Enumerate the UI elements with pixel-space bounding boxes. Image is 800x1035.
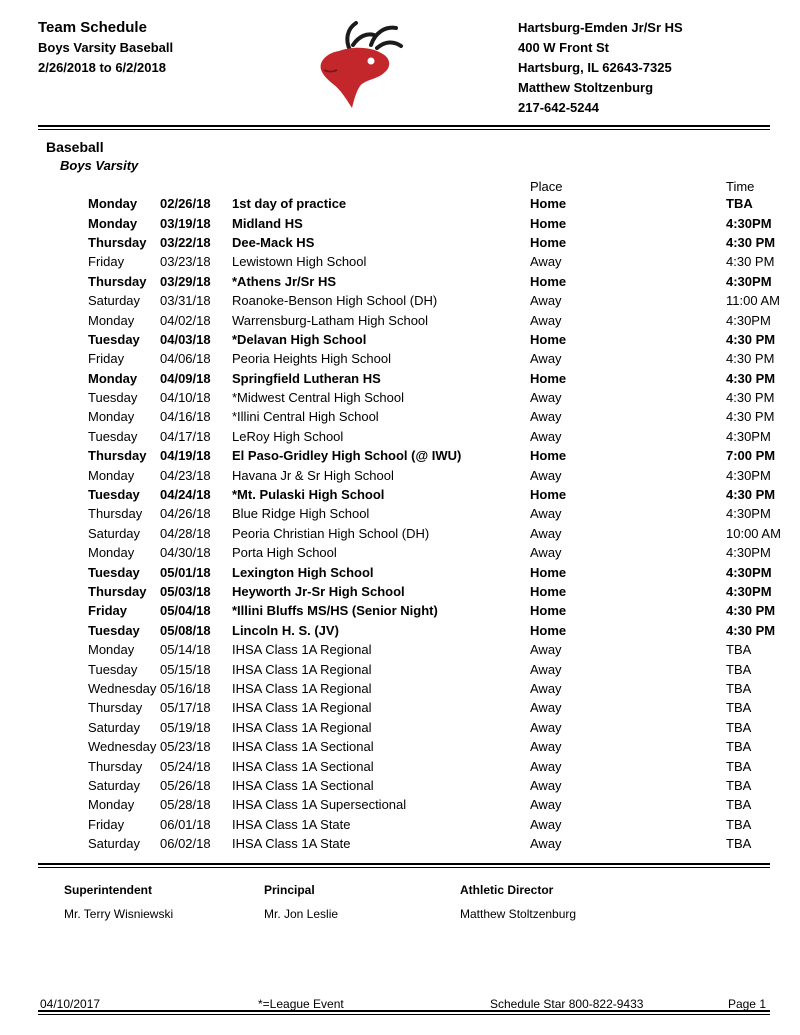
- schedule-row: [88, 446, 786, 465]
- row-event: *Mt. Pulaski High School: [232, 487, 385, 503]
- row-event: Peoria Christian High School (DH): [232, 525, 430, 541]
- row-event: *Illini Bluffs MS/HS (Senior Night): [232, 603, 438, 619]
- time-column-header: Time: [726, 179, 755, 194]
- row-date: 05/16/18: [160, 680, 211, 696]
- row-day: Monday: [88, 545, 135, 561]
- schedule-row: [88, 834, 786, 853]
- row-date: 03/19/18: [160, 215, 211, 231]
- row-time: 4:30 PM: [726, 331, 776, 347]
- row-day: Saturday: [88, 836, 141, 852]
- schedule-row: [88, 504, 786, 523]
- school-phone: 217-642-5244: [518, 100, 599, 115]
- row-time: 10:00 AM: [726, 525, 781, 541]
- row-date: 02/26/18: [160, 196, 211, 212]
- row-event: Lexington High School: [232, 564, 374, 580]
- staff-divider-rule: [38, 863, 770, 868]
- schedule-table-head: [88, 179, 786, 194]
- row-time: 4:30PM: [726, 467, 771, 483]
- row-date: 05/08/18: [160, 622, 211, 638]
- event-column-header: [232, 179, 530, 194]
- row-place: Home: [530, 370, 567, 386]
- row-event: *Athens Jr/Sr HS: [232, 273, 337, 289]
- row-time: TBA: [726, 719, 752, 735]
- schedule-row: [88, 718, 786, 737]
- row-date: 05/23/18: [160, 739, 211, 755]
- column-header-row: [88, 179, 786, 194]
- row-time: 4:30PM: [726, 428, 771, 444]
- row-place: Away: [530, 467, 562, 483]
- row-day: Saturday: [88, 293, 141, 309]
- schedule-row: [88, 291, 786, 310]
- row-day: Monday: [88, 642, 135, 658]
- page-title: Team Schedule: [38, 19, 147, 36]
- row-date: 04/24/18: [160, 487, 211, 503]
- row-date: 05/19/18: [160, 719, 211, 735]
- schedule-row: [88, 369, 786, 388]
- row-event: IHSA Class 1A Regional: [232, 719, 372, 735]
- row-time: TBA: [726, 196, 753, 212]
- row-day: Thursday: [88, 758, 143, 774]
- row-day: Wednesday: [88, 739, 157, 755]
- header-divider-rule: [38, 125, 770, 130]
- row-place: Away: [530, 836, 562, 852]
- row-event: El Paso-Gridley High School (@ IWU): [232, 448, 462, 464]
- row-event: *Midwest Central High School: [232, 390, 404, 406]
- schedule-row: [88, 815, 786, 834]
- footer-print-date: 04/10/2017: [40, 997, 101, 1011]
- schedule-row: [88, 233, 786, 252]
- row-place: Away: [530, 506, 562, 522]
- row-day: Friday: [88, 816, 125, 832]
- row-day: Thursday: [88, 448, 147, 464]
- school-contact-name: Matthew Stoltzenburg: [518, 80, 654, 95]
- schedule-row: [88, 776, 786, 795]
- row-time: 4:30PM: [726, 215, 772, 231]
- row-event: Dee-Mack HS: [232, 234, 315, 250]
- schedule-body: [88, 194, 786, 853]
- schedule-row: [88, 330, 786, 349]
- team-subtitle: Boys Varsity Baseball: [38, 40, 174, 55]
- row-date: 05/28/18: [160, 797, 211, 813]
- row-time: 4:30 PM: [726, 390, 775, 406]
- row-time: TBA: [726, 680, 752, 696]
- row-day: Tuesday: [88, 390, 138, 406]
- row-event: Lincoln H. S. (JV): [232, 622, 339, 638]
- row-event: IHSA Class 1A Regional: [232, 700, 372, 716]
- row-date: 05/14/18: [160, 642, 211, 658]
- row-day: Monday: [88, 312, 135, 328]
- row-date: 05/15/18: [160, 661, 211, 677]
- row-place: Away: [530, 525, 562, 541]
- row-time: 4:30PM: [726, 506, 771, 522]
- row-place: Away: [530, 719, 562, 735]
- row-event: Midland HS: [232, 215, 303, 231]
- row-day: Saturday: [88, 525, 141, 541]
- schedule-row: [88, 427, 786, 446]
- row-date: 05/26/18: [160, 777, 211, 793]
- school-city-state-zip: Hartsburg, IL 62643-7325: [518, 60, 672, 75]
- row-time: 4:30 PM: [726, 370, 776, 386]
- row-date: 03/22/18: [160, 234, 211, 250]
- row-day: Monday: [88, 467, 135, 483]
- row-time: 4:30PM: [726, 273, 772, 289]
- schedule-row: [88, 388, 786, 407]
- staff-role: Principal: [264, 883, 315, 898]
- row-date: 04/28/18: [160, 525, 211, 541]
- row-place: Home: [530, 448, 567, 464]
- row-place: Home: [530, 603, 567, 619]
- row-place: Away: [530, 777, 562, 793]
- row-event: IHSA Class 1A Sectional: [232, 777, 374, 793]
- schedule-row: [88, 349, 786, 368]
- row-place: Home: [530, 584, 567, 599]
- row-event: Heyworth Jr-Sr High School: [232, 584, 405, 599]
- schedule-row: [88, 485, 786, 504]
- row-event: Blue Ridge High School: [232, 506, 370, 522]
- schedule-row: [88, 194, 786, 213]
- bottom-divider-rule: [38, 1010, 770, 1015]
- schedule-row: [88, 272, 786, 291]
- row-place: Away: [530, 816, 562, 832]
- schedule-row: [88, 407, 786, 426]
- row-date: 06/02/18: [160, 836, 211, 852]
- row-time: TBA: [726, 777, 752, 793]
- row-time: 4:30PM: [726, 312, 771, 328]
- row-place: Away: [530, 351, 562, 367]
- header-left-block: [38, 18, 288, 118]
- schedule-table: [88, 179, 786, 853]
- row-event: IHSA Class 1A State: [232, 816, 351, 832]
- row-time: 4:30 PM: [726, 254, 775, 270]
- row-event: Roanoke-Benson High School (DH): [232, 293, 438, 309]
- row-day: Saturday: [88, 719, 141, 735]
- row-place: Away: [530, 312, 562, 328]
- school-name: Hartsburg-Emden Jr/Sr HS: [518, 20, 683, 35]
- row-time: TBA: [726, 816, 752, 832]
- staff-entry: [264, 883, 460, 921]
- row-place: Away: [530, 409, 562, 425]
- row-time: TBA: [726, 836, 752, 852]
- schedule-row: [88, 310, 786, 329]
- row-place: Home: [530, 273, 567, 289]
- page-number: Page 1: [727, 997, 766, 1011]
- staff-role: Superintendent: [64, 883, 153, 898]
- row-time: 4:30PM: [726, 584, 772, 599]
- row-date: 05/03/18: [160, 584, 211, 599]
- schedule-row: [88, 601, 786, 620]
- row-day: Tuesday: [88, 487, 140, 503]
- row-place: Away: [530, 390, 562, 406]
- row-place: Home: [530, 564, 567, 580]
- row-time: 7:00 PM: [726, 448, 776, 464]
- schedule-row: [88, 621, 786, 640]
- schedule-row: [88, 562, 786, 581]
- row-time: TBA: [726, 700, 752, 716]
- row-place: Away: [530, 758, 562, 774]
- schedule-row: [88, 795, 786, 814]
- row-event: Havana Jr & Sr High School: [232, 467, 394, 483]
- row-place: Away: [530, 642, 562, 658]
- row-place: Home: [530, 234, 567, 250]
- row-day: Thursday: [88, 584, 147, 599]
- row-day: Friday: [88, 254, 125, 270]
- row-event: IHSA Class 1A Sectional: [232, 739, 374, 755]
- league-event-legend: *=League Event: [258, 997, 344, 1011]
- row-day: Friday: [88, 351, 125, 367]
- row-event: IHSA Class 1A State: [232, 836, 351, 852]
- row-date: 04/26/18: [160, 506, 211, 522]
- row-time: 4:30 PM: [726, 234, 776, 250]
- staff-name: Mr. Terry Wisniewski: [64, 907, 174, 922]
- row-time: 11:00 AM: [726, 293, 780, 309]
- row-place: Away: [530, 797, 562, 813]
- row-day: Tuesday: [88, 622, 140, 638]
- school-street: 400 W Front St: [518, 40, 610, 55]
- row-time: TBA: [726, 642, 752, 658]
- row-place: Home: [530, 487, 567, 503]
- row-place: Home: [530, 196, 567, 212]
- row-place: Home: [530, 331, 567, 347]
- row-day: Monday: [88, 196, 138, 212]
- schedule-row: [88, 737, 786, 756]
- row-date: 04/09/18: [160, 370, 211, 386]
- stag-mascot-icon: [312, 18, 412, 110]
- school-info-block: [518, 18, 770, 118]
- row-time: 4:30 PM: [726, 409, 775, 425]
- row-day: Tuesday: [88, 661, 138, 677]
- row-event: IHSA Class 1A Regional: [232, 661, 372, 677]
- row-day: Thursday: [88, 700, 143, 716]
- staff-name: Matthew Stoltzenburg: [460, 907, 577, 922]
- row-time: 4:30 PM: [726, 603, 776, 619]
- row-event: LeRoy High School: [232, 428, 344, 444]
- vendor-credit: Schedule Star 800-822-9433: [490, 997, 644, 1011]
- row-day: Saturday: [88, 777, 141, 793]
- schedule-row: [88, 252, 786, 271]
- row-day: Tuesday: [88, 331, 140, 347]
- row-event: Peoria Heights High School: [232, 351, 391, 367]
- row-time: 4:30PM: [726, 545, 771, 561]
- staff-name: Mr. Jon Leslie: [264, 907, 339, 922]
- row-time: 4:30 PM: [726, 351, 775, 367]
- schedule-row: [88, 640, 786, 659]
- row-date: 04/02/18: [160, 312, 211, 328]
- row-time: 4:30 PM: [726, 487, 776, 503]
- sport-heading: Baseball: [46, 139, 104, 155]
- row-date: 03/23/18: [160, 254, 211, 270]
- row-date: 04/10/18: [160, 390, 211, 406]
- row-place: Away: [530, 428, 562, 444]
- row-place: Home: [530, 215, 567, 231]
- day-column-header: [88, 179, 160, 194]
- row-event: 1st day of practice: [232, 196, 347, 212]
- place-column-header: Place: [530, 179, 563, 194]
- row-date: 05/01/18: [160, 564, 211, 580]
- row-day: Tuesday: [88, 428, 138, 444]
- schedule-row: [88, 213, 786, 232]
- schedule-row: [88, 524, 786, 543]
- row-time: TBA: [726, 661, 752, 677]
- row-place: Home: [530, 622, 567, 638]
- schedule-row: [88, 582, 786, 601]
- row-time: TBA: [726, 758, 752, 774]
- schedule-row: [88, 756, 786, 775]
- row-day: Monday: [88, 215, 138, 231]
- row-date: 04/19/18: [160, 448, 211, 464]
- schedule-row: [88, 543, 786, 562]
- row-date: 05/04/18: [160, 603, 211, 619]
- row-place: Away: [530, 254, 562, 270]
- row-place: Away: [530, 680, 562, 696]
- row-date: 04/17/18: [160, 428, 211, 444]
- staff-entry: [64, 883, 264, 921]
- row-day: Thursday: [88, 506, 143, 522]
- schedule-row: [88, 465, 786, 484]
- row-day: Thursday: [88, 273, 147, 289]
- row-time: 4:30 PM: [726, 622, 776, 638]
- schedule-row: [88, 698, 786, 717]
- row-time: TBA: [726, 797, 752, 813]
- stag-mascot-logo: [312, 18, 422, 118]
- row-place: Away: [530, 661, 562, 677]
- row-event: IHSA Class 1A Supersectional: [232, 797, 407, 813]
- row-event: Lewistown High School: [232, 254, 367, 270]
- row-date: 05/24/18: [160, 758, 211, 774]
- row-date: 04/03/18: [160, 331, 211, 347]
- row-date: 04/23/18: [160, 467, 211, 483]
- row-date: 04/16/18: [160, 409, 211, 425]
- row-day: Tuesday: [88, 564, 140, 580]
- staff-role: Athletic Director: [460, 883, 554, 898]
- row-day: Wednesday: [88, 680, 157, 696]
- schedule-row: [88, 679, 786, 698]
- date-range: 2/26/2018 to 6/2/2018: [38, 60, 166, 75]
- row-event: IHSA Class 1A Regional: [232, 642, 372, 658]
- page-header: [0, 0, 800, 118]
- row-time: 4:30PM: [726, 564, 772, 580]
- row-date: 03/31/18: [160, 293, 211, 309]
- row-event: IHSA Class 1A Regional: [232, 680, 372, 696]
- row-event: Springfield Lutheran HS: [232, 370, 381, 386]
- row-day: Monday: [88, 409, 135, 425]
- row-place: Away: [530, 700, 562, 716]
- row-day: Thursday: [88, 234, 147, 250]
- row-day: Monday: [88, 370, 138, 386]
- schedule-row: [88, 659, 786, 678]
- row-place: Away: [530, 739, 562, 755]
- row-date: 04/06/18: [160, 351, 211, 367]
- row-event: *Delavan High School: [232, 331, 367, 347]
- row-event: IHSA Class 1A Sectional: [232, 758, 374, 774]
- row-date: 04/30/18: [160, 545, 211, 561]
- row-place: Away: [530, 293, 562, 309]
- row-event: Warrensburg-Latham High School: [232, 312, 429, 328]
- row-event: Porta High School: [232, 545, 337, 561]
- row-event: *Illini Central High School: [232, 409, 379, 425]
- row-day: Friday: [88, 603, 128, 619]
- row-date: 05/17/18: [160, 700, 211, 716]
- staff-entry: [460, 883, 800, 921]
- staff-block: [0, 883, 800, 921]
- row-time: TBA: [726, 739, 752, 755]
- date-column-header: [160, 179, 232, 194]
- row-place: Away: [530, 545, 562, 561]
- level-heading: Boys Varsity: [60, 158, 139, 173]
- row-date: 06/01/18: [160, 816, 211, 832]
- row-day: Monday: [88, 797, 135, 813]
- row-date: 03/29/18: [160, 273, 211, 289]
